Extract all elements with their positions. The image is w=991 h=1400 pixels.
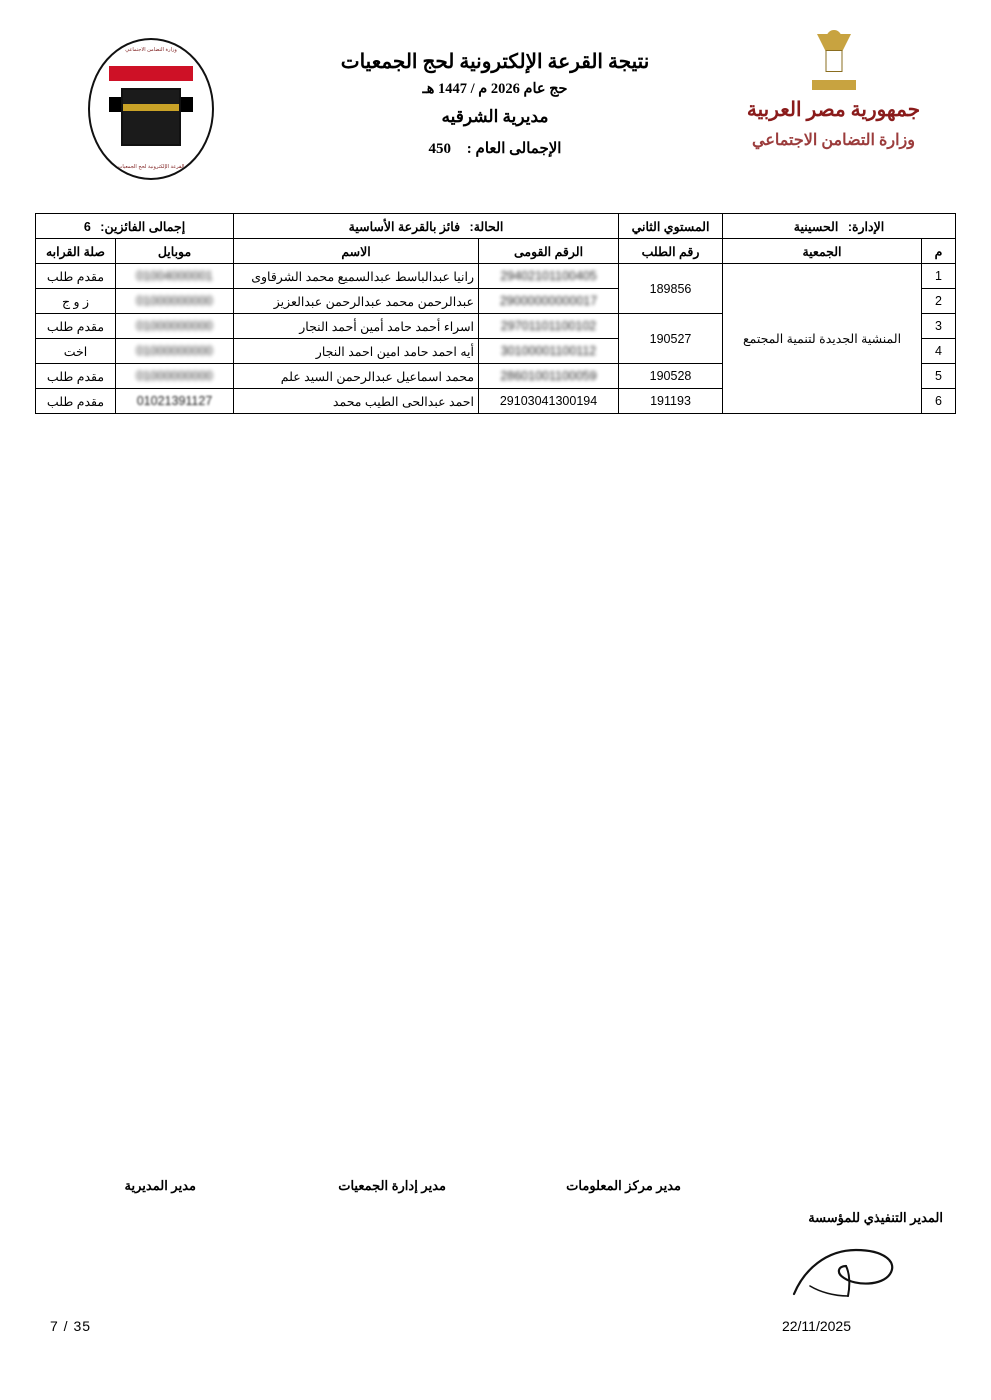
national-id-value: 29000000000017	[499, 294, 598, 308]
signature-info-center-manager: مدير مركز المعلومات	[566, 1178, 681, 1193]
meta-admin	[723, 214, 956, 239]
cell-request-no: 189856	[619, 264, 723, 314]
cell-relation: اخت	[36, 339, 116, 364]
meta-status	[234, 214, 619, 239]
col-mobile: موبايل	[116, 239, 234, 264]
directorate-title: مديرية الشرقيه	[441, 107, 549, 126]
cell-national-id	[479, 339, 619, 364]
cell-name: اسراء أحمد حامد أمين أحمد النجار	[234, 314, 479, 339]
cell-name: احمد عبدالحى الطيب محمد	[234, 389, 479, 414]
mobile-value: 01000000000	[136, 344, 213, 358]
cell-serial: 5	[922, 364, 956, 389]
kaaba-icon	[121, 88, 181, 146]
meta-status-value: فائز بالقرعة الأساسية	[348, 219, 461, 234]
ministry-country-name: جمهورية مصر العربية	[746, 99, 921, 121]
meta-winners	[36, 214, 234, 239]
cell-national-id	[479, 289, 619, 314]
mobile-value: 01000000000	[136, 369, 213, 383]
document-header	[0, 20, 991, 185]
emblem-oval-frame	[88, 38, 214, 180]
hajj-year-subtitle: حج عام 2026 م / 1447 هـ	[422, 81, 568, 97]
grand-total-value: 450	[428, 141, 452, 157]
cell-relation: مقدم طلب	[36, 264, 116, 289]
national-id-value: 29402101100405	[500, 269, 597, 283]
cell-mobile	[116, 339, 234, 364]
national-id-value: 30100001100112	[500, 344, 597, 358]
cell-name: عبدالرحمن محمد عبدالرحمن عبدالعزيز	[234, 289, 479, 314]
cell-serial: 6	[922, 389, 956, 414]
mobile-value: 01021391127	[136, 394, 213, 408]
document-date: 22/11/2025	[781, 1318, 851, 1334]
cell-national-id	[479, 314, 619, 339]
col-serial: م	[922, 239, 956, 264]
cell-request-no: 191193	[619, 389, 723, 414]
signature-associations-manager: مدير إدارة الجمعيات	[338, 1178, 446, 1193]
cell-relation: مقدم طلب	[36, 314, 116, 339]
results-table	[35, 213, 956, 414]
mobile-value: 01004000001	[136, 269, 213, 283]
cell-national-id	[479, 364, 619, 389]
cell-relation: ز و ج	[36, 289, 116, 314]
title-block	[260, 50, 730, 158]
meta-admin-value: الحسينية	[793, 219, 839, 234]
signature-directorate-manager: مدير المديرية	[124, 1178, 196, 1193]
results-table-wrapper	[35, 213, 956, 414]
national-id-value: 29103041300194	[499, 394, 598, 408]
meta-level	[619, 214, 723, 239]
page-number: 7 / 35	[50, 1318, 92, 1334]
table-header-row	[36, 239, 956, 264]
mobile-value: 01000000000	[136, 319, 213, 333]
cell-mobile	[116, 264, 234, 289]
emblem-top-text: وزارة التضامن الاجتماعي	[125, 47, 177, 53]
handwritten-signature-icon	[786, 1240, 916, 1302]
cell-national-id	[479, 389, 619, 414]
national-id-value: 28601001100059	[500, 369, 597, 383]
ministry-logo-block	[726, 30, 941, 150]
emblem-bottom-text: القرعة الإلكترونية لحج الجمعيات	[117, 164, 185, 170]
grand-total	[260, 139, 730, 158]
meta-winners-value: 6	[83, 219, 91, 234]
eagle-of-saladin-icon	[805, 30, 863, 96]
national-id-value: 29701101100102	[500, 319, 597, 333]
col-national-id: الرقم القومى	[479, 239, 619, 264]
cell-serial: 3	[922, 314, 956, 339]
cell-serial: 2	[922, 289, 956, 314]
signatures-block	[0, 1178, 991, 1298]
cell-mobile	[116, 314, 234, 339]
signature-executive-manager: المدير التنفيذي للمؤسسة	[808, 1210, 943, 1225]
cell-serial: 4	[922, 339, 956, 364]
cell-association: المنشية الجديدة لتنمية المجتمع	[723, 264, 922, 414]
cell-mobile	[116, 289, 234, 314]
meta-winners-label: إجمالى الفائزين:	[100, 219, 186, 234]
meta-admin-label: الإدارة:	[847, 219, 885, 234]
ministry-department-name: وزارة التضامن الاجتماعي	[752, 132, 915, 149]
cell-mobile	[116, 389, 234, 414]
col-request-no: رقم الطلب	[619, 239, 723, 264]
mobile-value: 01000000000	[136, 294, 213, 308]
cell-serial: 1	[922, 264, 956, 289]
meta-status-label: الحالة:	[469, 219, 504, 234]
cell-request-no: 190528	[619, 364, 723, 389]
grand-total-label: الإجمالى العام :	[466, 141, 562, 157]
page-title: نتيجة القرعة الإلكترونية لحج الجمعيات	[340, 51, 650, 73]
col-relation: صلة القرابه	[36, 239, 116, 264]
cell-name: أيه احمد حامد امين احمد النجار	[234, 339, 479, 364]
cell-relation: مقدم طلب	[36, 389, 116, 414]
hajj-lottery-emblem	[88, 38, 210, 176]
cell-name: محمد اسماعيل عبدالرحمن السيد علم	[234, 364, 479, 389]
meta-level-label: المستوي الثاني	[631, 219, 710, 234]
cell-mobile	[116, 364, 234, 389]
cell-relation: مقدم طلب	[36, 364, 116, 389]
table-meta-row	[36, 214, 956, 239]
cell-request-no: 190527	[619, 314, 723, 364]
col-name: الاسم	[234, 239, 479, 264]
cell-national-id	[479, 264, 619, 289]
cell-name: رانيا عبدالباسط عبدالسميع محمد الشرقاوى	[234, 264, 479, 289]
table-row	[36, 264, 956, 289]
col-association: الجمعية	[723, 239, 922, 264]
